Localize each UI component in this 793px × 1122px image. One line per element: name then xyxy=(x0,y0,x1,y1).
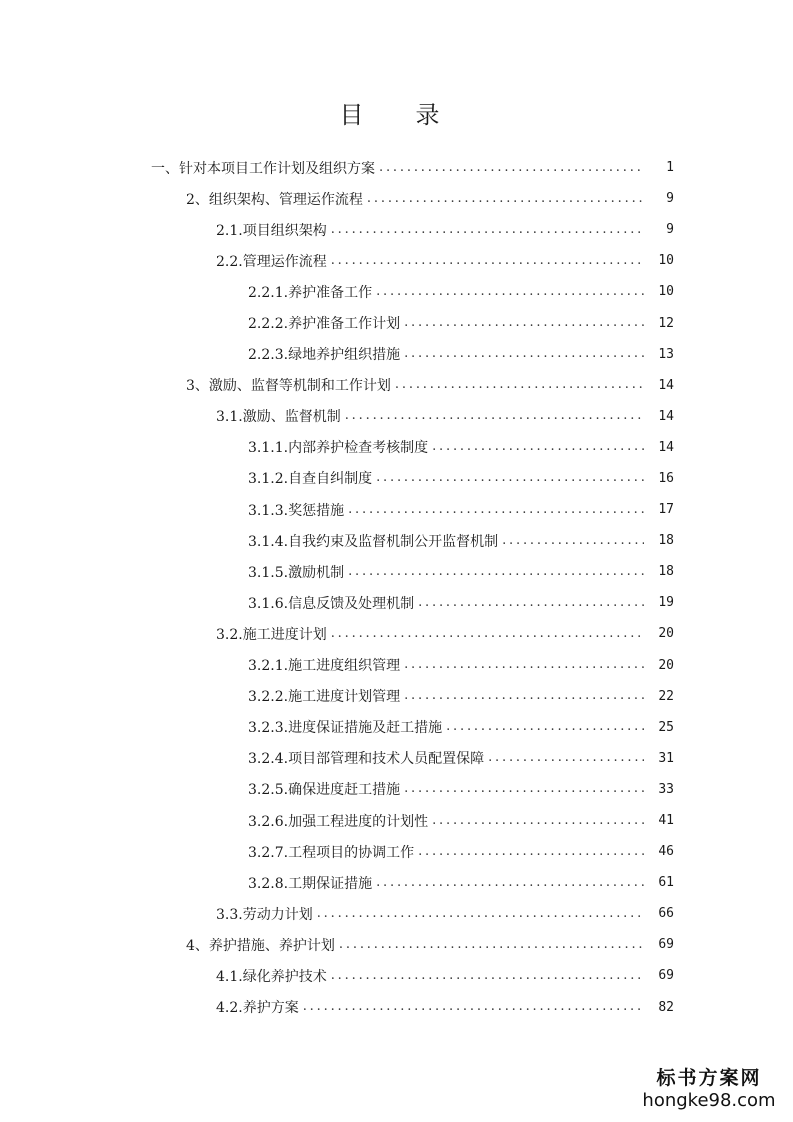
toc-entry-label: 3.2.8.工期保证措施 xyxy=(248,873,376,893)
toc-entry-page-number: 17 xyxy=(658,502,674,518)
toc-entry-page-number: 20 xyxy=(658,626,674,642)
toc-entry-page-number: 69 xyxy=(658,937,674,953)
toc-entry-page-number: 82 xyxy=(658,999,674,1015)
toc-leader-dots xyxy=(432,438,644,456)
toc-entry[interactable] xyxy=(216,214,674,245)
toc-entry-page-number: 14 xyxy=(658,377,674,393)
watermark-name: 标书方案网 xyxy=(656,1067,762,1089)
toc-entry[interactable] xyxy=(248,774,674,805)
toc-leader-dots xyxy=(376,283,644,301)
toc-leader-dots xyxy=(376,874,644,892)
toc-entry-page-number: 10 xyxy=(658,253,674,269)
page-title: 目 录 xyxy=(339,101,454,129)
toc-entry[interactable] xyxy=(248,463,674,494)
toc-leader-dots xyxy=(418,843,644,861)
toc-leader-dots xyxy=(339,936,644,954)
toc-entry-page-number: 18 xyxy=(658,564,674,580)
toc-leader-dots xyxy=(379,159,644,177)
toc-entry-label: 3.2.1.施工进度组织管理 xyxy=(248,655,404,675)
toc-entry[interactable] xyxy=(216,960,674,991)
toc-entry[interactable] xyxy=(216,401,674,432)
toc-entry[interactable] xyxy=(248,650,674,681)
toc-entry-page-number: 12 xyxy=(658,315,674,331)
toc-entry[interactable] xyxy=(248,307,674,338)
toc-entry[interactable] xyxy=(248,556,674,587)
toc-entry-page-number: 66 xyxy=(658,906,674,922)
toc-entry[interactable] xyxy=(216,992,674,1023)
toc-entry-label: 3.2.7.工程项目的协调工作 xyxy=(248,842,418,862)
toc-entry-page-number: 10 xyxy=(658,284,674,300)
toc-entry[interactable] xyxy=(248,867,674,898)
toc-leader-dots xyxy=(488,749,644,767)
toc-entry[interactable] xyxy=(248,276,674,307)
toc-entry-page-number: 33 xyxy=(658,781,674,797)
toc-entry-page-number: 14 xyxy=(658,439,674,455)
toc-entry[interactable] xyxy=(216,898,674,929)
toc-leader-dots xyxy=(418,594,644,612)
toc-entry[interactable] xyxy=(248,681,674,712)
toc-entry-page-number: 69 xyxy=(658,968,674,984)
toc-entry-page-number: 22 xyxy=(658,688,674,704)
toc-entry-label: 2.2.3.绿地养护组织措施 xyxy=(248,344,404,364)
toc-entry[interactable] xyxy=(151,152,674,183)
toc-entry-page-number: 9 xyxy=(666,222,674,238)
toc-entry-label: 3.3.劳动力计划 xyxy=(216,904,317,924)
toc-entry-label: 4.1.绿化养护技术 xyxy=(216,966,331,986)
toc-leader-dots xyxy=(404,687,644,705)
toc-leader-dots xyxy=(404,656,644,674)
toc-leader-dots xyxy=(317,905,644,923)
toc-leader-dots xyxy=(331,625,644,643)
toc-leader-dots xyxy=(331,221,644,239)
toc-entry-page-number: 16 xyxy=(658,470,674,486)
toc-entry[interactable] xyxy=(248,525,674,556)
toc-entry[interactable] xyxy=(248,743,674,774)
toc-entry-page-number: 18 xyxy=(658,533,674,549)
toc-entry-label: 3.2.2.施工进度计划管理 xyxy=(248,686,404,706)
toc-entry-label: 4.2.养护方案 xyxy=(216,997,303,1017)
toc-entry[interactable] xyxy=(186,370,674,401)
toc-leader-dots xyxy=(348,563,644,581)
toc-entry-page-number: 19 xyxy=(658,595,674,611)
toc-entry-label: 3.1.2.自查自纠制度 xyxy=(248,468,376,488)
toc-entry-label: 2.2.2.养护准备工作计划 xyxy=(248,313,404,333)
watermark xyxy=(639,1066,779,1112)
toc-entry-page-number: 25 xyxy=(658,719,674,735)
toc-entry[interactable] xyxy=(248,836,674,867)
toc-entry-label: 4、养护措施、养护计划 xyxy=(186,935,339,955)
toc-entry-label: 3.2.5.确保进度赶工措施 xyxy=(248,779,404,799)
toc-entry-label: 3.2.施工进度计划 xyxy=(216,624,331,644)
toc-entry-label: 3.1.3.奖惩措施 xyxy=(248,500,348,520)
toc-entry[interactable] xyxy=(216,245,674,276)
toc-entry[interactable] xyxy=(248,587,674,618)
toc-entry-label: 3.1.6.信息反馈及处理机制 xyxy=(248,593,418,613)
toc-entry-page-number: 41 xyxy=(658,813,674,829)
toc-entry-label: 2.2.1.养护准备工作 xyxy=(248,282,376,302)
toc-entry-label: 3.1.5.激励机制 xyxy=(248,562,348,582)
toc-entry-page-number: 20 xyxy=(658,657,674,673)
toc-leader-dots xyxy=(331,252,644,270)
toc-entry-label: 3、激励、监督等机制和工作计划 xyxy=(186,375,395,395)
toc-entry-label: 2、组织架构、管理运作流程 xyxy=(186,189,367,209)
toc-leader-dots xyxy=(432,812,644,830)
toc-entry-page-number: 13 xyxy=(658,346,674,362)
toc-entry-label: 3.1.4.自我约束及监督机制公开监督机制 xyxy=(248,531,502,551)
toc-leader-dots xyxy=(446,718,644,736)
toc-entry-page-number: 31 xyxy=(658,750,674,766)
toc-leader-dots xyxy=(404,345,644,363)
toc-leader-dots xyxy=(404,314,644,332)
toc-entry[interactable] xyxy=(216,618,674,649)
toc-entry-label: 3.1.1.内部养护检查考核制度 xyxy=(248,437,432,457)
toc-entry[interactable] xyxy=(186,183,674,214)
toc-entry-label: 3.1.激励、监督机制 xyxy=(216,406,345,426)
toc-entry-label: 3.2.3.进度保证措施及赶工措施 xyxy=(248,717,446,737)
toc-leader-dots xyxy=(331,967,644,985)
toc-entry-page-number: 14 xyxy=(658,408,674,424)
toc-entry[interactable] xyxy=(248,432,674,463)
toc-leader-dots xyxy=(345,407,644,425)
toc-leader-dots xyxy=(367,190,644,208)
toc-entry-label: 一、针对本项目工作计划及组织方案 xyxy=(151,158,379,178)
toc-entry-page-number: 61 xyxy=(658,875,674,891)
toc-leader-dots xyxy=(502,532,644,550)
toc-entry-page-number: 9 xyxy=(666,191,674,207)
table-of-contents xyxy=(0,152,793,1023)
toc-entry[interactable] xyxy=(248,339,674,370)
toc-entry[interactable] xyxy=(248,805,674,836)
toc-leader-dots xyxy=(303,998,644,1016)
toc-entry[interactable] xyxy=(248,712,674,743)
toc-leader-dots xyxy=(404,780,644,798)
toc-leader-dots xyxy=(348,501,644,519)
toc-leader-dots xyxy=(376,469,644,487)
toc-entry-label: 2.2.管理运作流程 xyxy=(216,251,331,271)
toc-entry[interactable] xyxy=(248,494,674,525)
watermark-url: hongke98.com xyxy=(642,1090,776,1111)
toc-entry-label: 3.2.4.项目部管理和技术人员配置保障 xyxy=(248,748,488,768)
toc-entry-page-number: 46 xyxy=(658,844,674,860)
toc-entry[interactable] xyxy=(186,929,674,960)
toc-entry-page-number: 1 xyxy=(666,160,674,176)
toc-entry-label: 2.1.项目组织架构 xyxy=(216,220,331,240)
toc-entry-label: 3.2.6.加强工程进度的计划性 xyxy=(248,811,432,831)
toc-leader-dots xyxy=(395,376,644,394)
